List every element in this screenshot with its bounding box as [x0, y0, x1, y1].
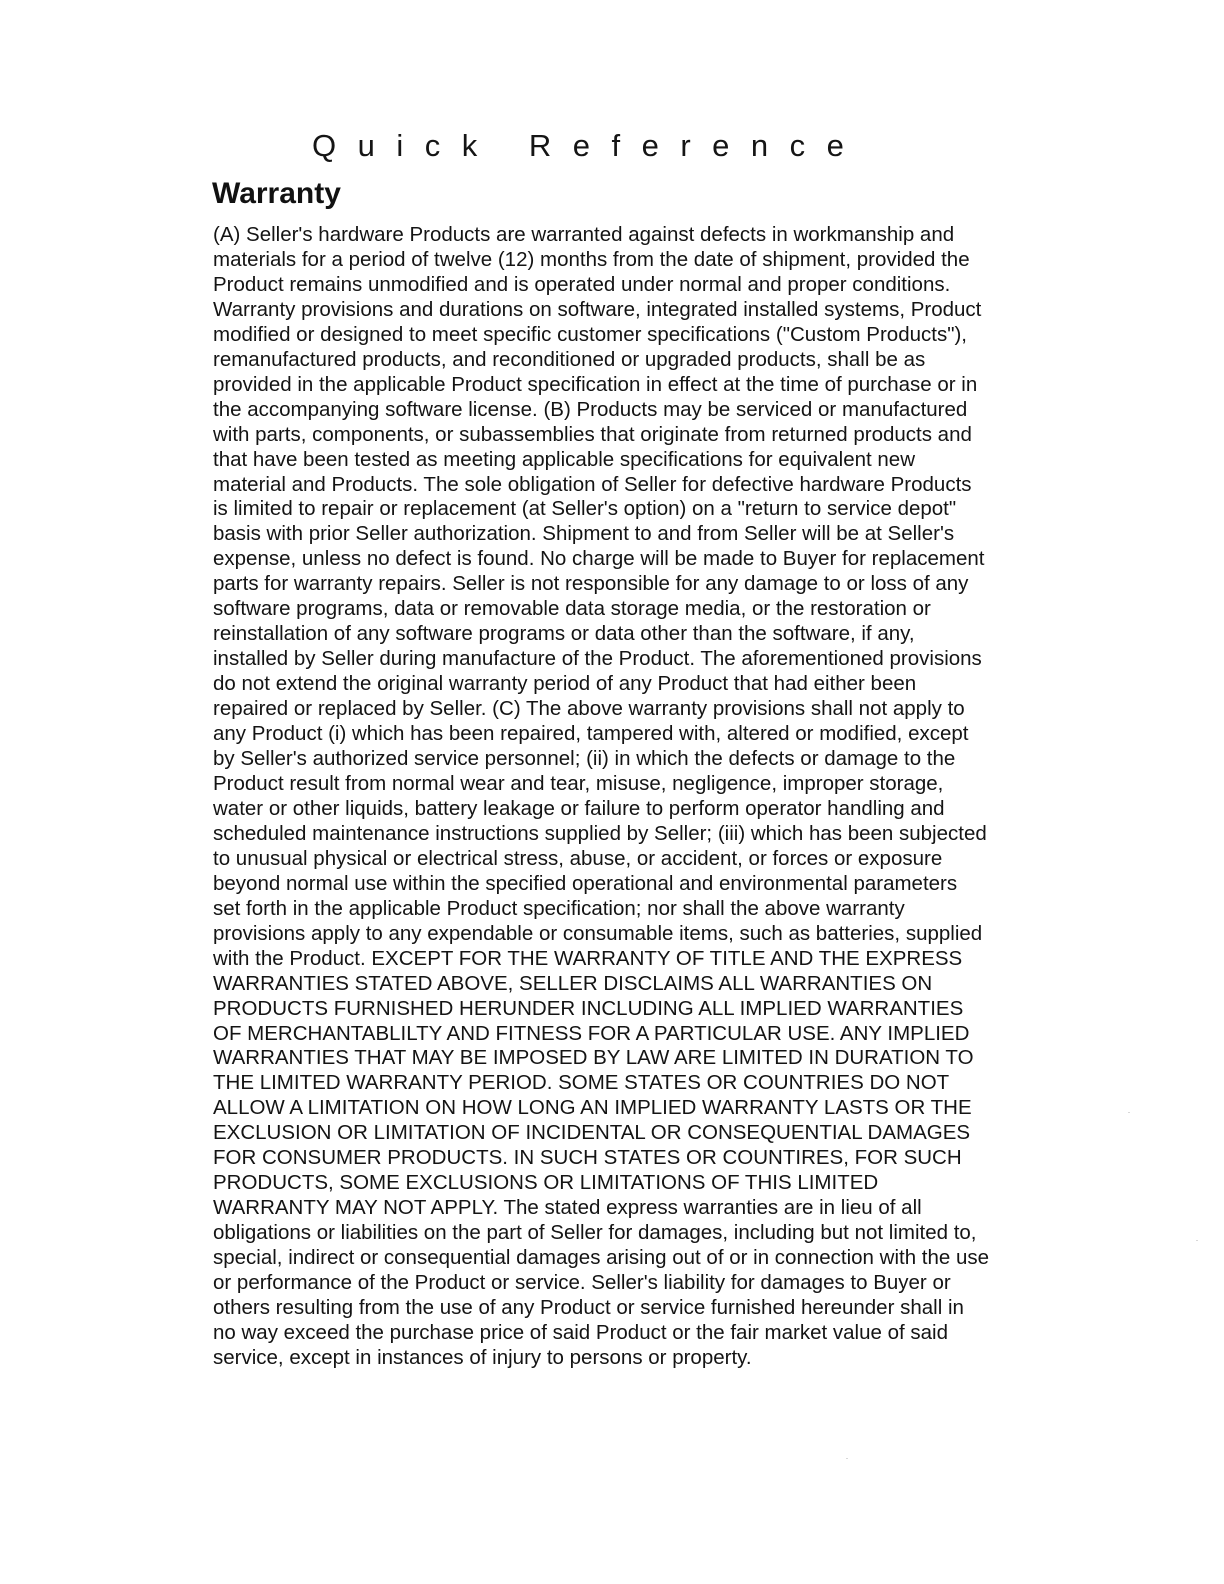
body-line: repaired or replaced by Seller. (C) The above warranty provisions shall not apply to [213, 697, 965, 721]
body-line: water or other liquids, battery leakage or failure to perform operator handling and [213, 796, 945, 820]
body-line: to unusual physical or electrical stress, abuse, or accident, or forces or exposure [213, 846, 943, 870]
body-line: that have been tested as meeting applicable specifications for equivalent new [213, 447, 916, 471]
body-line: or performance of the Product or service. Seller's liability for damages to Buyer or [213, 1271, 951, 1295]
body-line: ALLOW A LIMITATION ON HOW LONG AN IMPLIED WARRANTY LASTS OR THE [213, 1096, 972, 1120]
body-line: beyond normal use within the specified operational and environmental parameters [213, 871, 958, 895]
scan-speck [1196, 1240, 1198, 1241]
body-line: WARRANTIES THAT MAY BE IMPOSED BY LAW ARE LIMITED IN DURATION TO [213, 1046, 974, 1070]
body-line: any Product (i) which has been repaired, tampered with, altered or modified, except [213, 722, 969, 746]
body-line: FOR CONSUMER PRODUCTS. IN SUCH STATES OR COUNTIRES, FOR SUCH [213, 1146, 962, 1170]
body-line: material and Products. The sole obligation of Seller for defective hardware Products [213, 472, 972, 496]
body-line: expense, unless no defect is found. No charge will be made to Buyer for replacement [213, 547, 985, 571]
body-line: PRODUCTS FURNISHED HERUNDER INCLUDING ALL IMPLIED WARRANTIES [213, 996, 964, 1020]
body-line: PRODUCTS, SOME EXCLUSIONS OR LIMITATIONS OF THIS LIMITED [213, 1171, 879, 1195]
body-line: software programs, data or removable data storage media, or the restoration or [213, 597, 931, 621]
body-line: provided in the applicable Product specification in effect at the time of purchase or in [213, 372, 978, 396]
body-line: Product result from normal wear and tear, misuse, negligence, improper storage, [213, 771, 944, 795]
body-line: WARRANTY MAY NOT APPLY. The stated express warranties are in lieu of all [213, 1196, 922, 1220]
body-line: materials for a period of twelve (12) months from the date of shipment, provided the [213, 247, 970, 271]
body-line: basis with prior Seller authorization. Shipment to and from Seller will be at Seller's [213, 522, 955, 546]
warranty-body [213, 223, 1028, 1371]
body-line: is limited to repair or replacement (at Seller's option) on a "return to service depot" [213, 497, 957, 521]
body-line: with the Product. EXCEPT FOR THE WARRANTY OF TITLE AND THE EXPRESS [213, 946, 963, 970]
body-line: THE LIMITED WARRANTY PERIOD. SOME STATES OR COUNTRIES DO NOT [213, 1071, 950, 1095]
body-line: EXCLUSION OR LIMITATION OF INCIDENTAL OR CONSEQUENTIAL DAMAGES [213, 1121, 971, 1145]
body-line: remanufactured products, and reconditioned or upgraded products, shall be as [213, 347, 926, 371]
body-line: parts for warranty repairs. Seller is not responsible for any damage to or loss of any [213, 572, 969, 596]
body-line: by Seller's authorized service personnel; (ii) in which the defects or damage to the [213, 747, 956, 771]
body-line: others resulting from the use of any Product or service furnished hereunder shall in [213, 1295, 964, 1319]
running-header: Quick Reference [312, 128, 866, 163]
body-line: OF MERCHANTABLILTY AND FITNESS FOR A PARTICULAR USE. ANY IMPLIED [213, 1021, 970, 1045]
body-line: reinstallation of any software programs or data other than the software, if any, [213, 622, 915, 646]
body-line: (A) Seller's hardware Products are warranted against defects in workmanship and [213, 223, 955, 246]
body-line: scheduled maintenance instructions supplied by Seller; (iii) which has been subjected [213, 821, 987, 845]
body-line: do not extend the original warranty period of any Product that had either been [213, 672, 917, 696]
body-line: obligations or liabilities on the part of Seller for damages, including but not limited to, [213, 1221, 977, 1245]
body-line: service, except in instances of injury to persons or property. [213, 1345, 752, 1369]
body-line: set forth in the applicable Product specification; nor shall the above warranty [213, 896, 905, 920]
body-line: Product remains unmodified and is operated under normal and proper conditions. [213, 272, 951, 296]
scan-speck [846, 1458, 848, 1459]
body-line: with parts, components, or subassemblies that originate from returned products and [213, 422, 972, 446]
body-line: no way exceed the purchase price of said Product or the fair market value of said [213, 1320, 948, 1344]
body-line: special, indirect or consequential damages arising out of or in connection with the use [213, 1246, 990, 1270]
body-line: Warranty provisions and durations on software, integrated installed systems, Product [213, 297, 982, 321]
scan-speck [1128, 1112, 1130, 1113]
body-line: WARRANTIES STATED ABOVE, SELLER DISCLAIMS ALL WARRANTIES ON [213, 971, 933, 995]
body-line: provisions apply to any expendable or consumable items, such as batteries, supplied [213, 921, 983, 945]
body-line: the accompanying software license. (B) Products may be serviced or manufactured [213, 397, 968, 421]
section-title: Warranty [212, 177, 341, 210]
body-line: modified or designed to meet specific customer specifications ("Custom Products"), [213, 322, 968, 346]
body-line: installed by Seller during manufacture of the Product. The aforementioned provisions [213, 647, 982, 671]
